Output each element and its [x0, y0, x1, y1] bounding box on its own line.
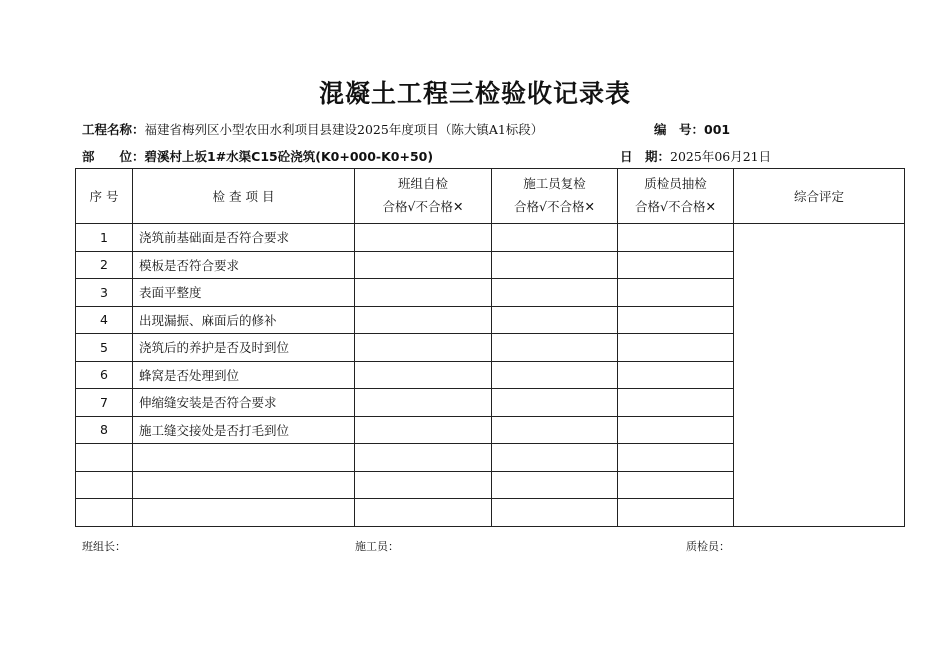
row-number: 8	[76, 416, 133, 444]
team-leader-sign: 班组长：	[82, 540, 126, 553]
header-item: 检 查 项 目	[133, 169, 355, 224]
row-item: 模板是否符合要求	[133, 251, 355, 279]
row-item: 施工缝交接处是否打毛到位	[133, 416, 355, 444]
constructor-check-cell	[492, 251, 618, 279]
qc-check-cell	[618, 444, 734, 472]
qc-check-cell	[618, 306, 734, 334]
row-item	[133, 444, 355, 472]
qc-check-cell	[618, 361, 734, 389]
constructor-check-cell	[492, 224, 618, 252]
page-title: 混凝土工程三检验收记录表	[318, 79, 631, 108]
qc-check-cell	[618, 251, 734, 279]
code-label: 编 号：	[654, 122, 705, 137]
team-check-cell	[355, 499, 492, 527]
qc-check-cell	[618, 279, 734, 307]
location-label: 部 位：	[82, 149, 145, 164]
team-check-cell	[355, 306, 492, 334]
constructor-check-cell	[492, 306, 618, 334]
table-header-row	[76, 169, 905, 224]
row-item: 蜂窝是否处理到位	[133, 361, 355, 389]
row-item: 伸缩缝安装是否符合要求	[133, 389, 355, 417]
location-line	[82, 147, 433, 165]
row-number: 2	[76, 251, 133, 279]
row-item: 浇筑前基础面是否符合要求	[133, 224, 355, 252]
code-value: 001	[704, 122, 731, 137]
project-name-line	[82, 120, 543, 138]
row-item: 表面平整度	[133, 279, 355, 307]
project-name-label: 工程名称：	[82, 122, 145, 137]
row-number: 3	[76, 279, 133, 307]
constructor-sign: 施工员：	[355, 540, 399, 553]
constructor-check-cell	[492, 471, 618, 499]
team-check-cell	[355, 471, 492, 499]
row-item: 浇筑后的养护是否及时到位	[133, 334, 355, 362]
qc-check-cell	[618, 389, 734, 417]
row-number	[76, 499, 133, 527]
header-qc-check-title: 质检员抽检	[644, 176, 707, 191]
team-check-cell	[355, 416, 492, 444]
qc-check-cell	[618, 224, 734, 252]
project-name-value: 福建省梅列区小型农田水利项目县建设2025年度项目（陈大镇A1标段）	[144, 122, 544, 137]
header-constructor-check-title: 施工员复检	[523, 176, 586, 191]
constructor-check-cell	[492, 279, 618, 307]
header-seq: 序 号	[76, 169, 133, 224]
row-number: 4	[76, 306, 133, 334]
team-check-cell	[355, 389, 492, 417]
header-team-check	[355, 169, 492, 224]
constructor-check-cell	[492, 334, 618, 362]
row-number: 7	[76, 389, 133, 417]
qc-check-cell	[618, 471, 734, 499]
row-item	[133, 499, 355, 527]
table-body	[76, 224, 905, 527]
qc-check-cell	[618, 499, 734, 527]
inspection-table	[75, 168, 905, 527]
team-check-cell	[355, 251, 492, 279]
constructor-check-cell	[492, 361, 618, 389]
header-qc-check-sub: 合格√不合格✕	[635, 199, 716, 214]
date-line	[620, 147, 771, 165]
row-number: 1	[76, 224, 133, 252]
inspector-sign: 质检员：	[686, 540, 730, 553]
location-value: 碧溪村上坂1#水渠C15砼浇筑(K0+000-K0+50)	[144, 149, 434, 164]
header-qc-check	[618, 169, 734, 224]
team-check-cell	[355, 361, 492, 389]
row-number: 6	[76, 361, 133, 389]
team-check-cell	[355, 444, 492, 472]
row-item	[133, 471, 355, 499]
date-label: 日 期：	[620, 149, 671, 164]
qc-check-cell	[618, 334, 734, 362]
table-row	[76, 224, 905, 252]
date-value: 2025年06月21日	[670, 149, 772, 164]
team-check-cell	[355, 224, 492, 252]
header-team-check-title: 班组自检	[397, 176, 448, 191]
header-constructor-check	[492, 169, 618, 224]
header-team-check-sub: 合格√不合格✕	[382, 199, 464, 214]
team-check-cell	[355, 334, 492, 362]
overall-evaluation-cell	[734, 224, 905, 527]
constructor-check-cell	[492, 389, 618, 417]
constructor-check-cell	[492, 444, 618, 472]
qc-check-cell	[618, 416, 734, 444]
row-number	[76, 444, 133, 472]
header-overall: 综合评定	[734, 169, 905, 224]
row-number	[76, 471, 133, 499]
team-check-cell	[355, 279, 492, 307]
constructor-check-cell	[492, 416, 618, 444]
code-line	[654, 120, 730, 138]
row-item: 出现漏振、麻面后的修补	[133, 306, 355, 334]
header-constructor-check-sub: 合格√不合格✕	[514, 199, 595, 214]
row-number: 5	[76, 334, 133, 362]
constructor-check-cell	[492, 499, 618, 527]
